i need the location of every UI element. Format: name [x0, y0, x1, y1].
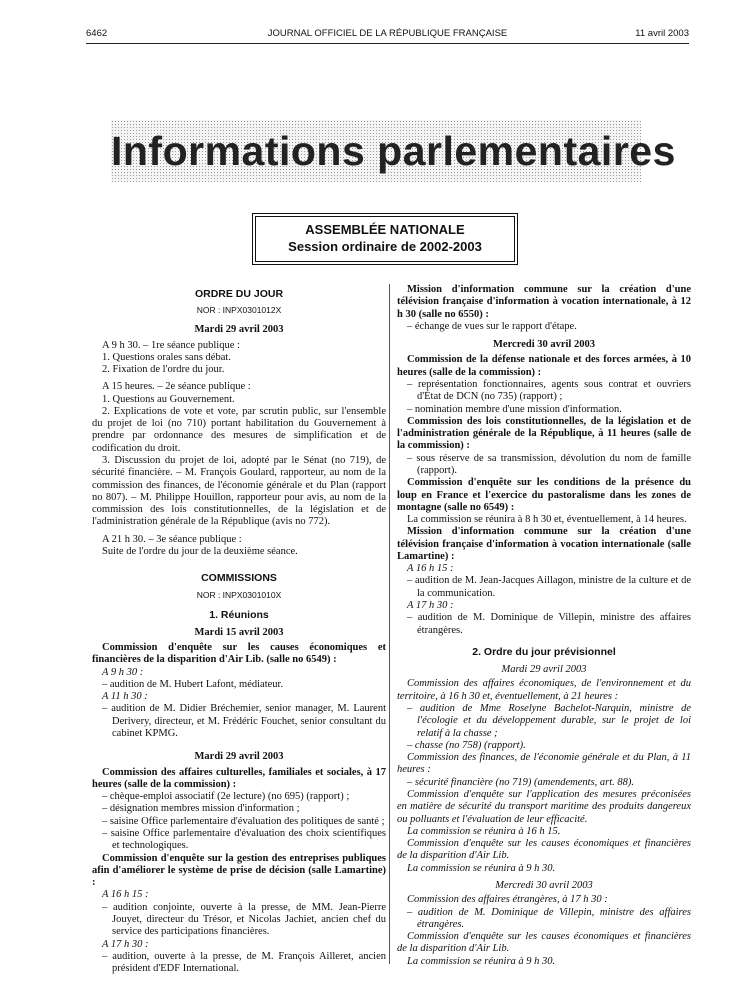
seance-line: A 9 h 30. – 1re séance publique :	[102, 339, 240, 351]
time-line: A 16 h 15 :	[407, 563, 454, 575]
commission-title: Commission d'enquête sur les causes économiques et financières de la disparition d'Air Lib.	[397, 931, 691, 955]
commission-title: Commission des finances, de l'économie générale et du Plan, à 11 heures :	[397, 752, 691, 776]
header-rule	[86, 43, 689, 44]
commission-title: Commission des affaires étrangères, à 17 h 30 :	[407, 894, 608, 906]
assembly-name: ASSEMBLÉE NATIONALE	[305, 222, 465, 237]
session-name: Session ordinaire de 2002-2003	[288, 239, 482, 254]
reunions-title: 1. Réunions	[209, 608, 269, 621]
date-heading: Mercredi 30 avril 2003	[495, 879, 593, 891]
commission-title: Mission d'information commune sur la création d'une télévision française d'information à vocation internationale, à 12 h 30 (salle no 6550) :	[397, 284, 691, 320]
assembly-box	[255, 216, 515, 262]
previsionnel-title: 2. Ordre du jour prévisionnel	[472, 645, 616, 658]
agenda-item: 2. Fixation de l'ordre du jour.	[102, 364, 225, 376]
agenda-dash: – échange de vues sur le rapport d'étape.	[407, 320, 577, 332]
commission-title: Commission d'enquête sur les causes économiques et financières de la disparition d'Air Lib. (salle no 6549) :	[92, 642, 386, 666]
commission-title: Mission d'information commune sur la création d'une télévision française d'information à vocation internationale (salle Lamartine) :	[397, 526, 691, 562]
date-heading: Mardi 29 avril 2003	[194, 751, 284, 763]
agenda-item: 3. Discussion du projet de loi, adopté par le Sénat (no 719), de sécurité financière. – M. François Goulard, rapporteur, au nom de la commission des finances, de l'économie générale et du Plan (rapport no 807). – M. Philippe Houillon, rapporteur pour avis, au nom de la commission des lois constitutionnelles, de la législation et de l'administration générale de la République (avis no 772).	[92, 455, 386, 528]
left-column	[92, 284, 386, 975]
agenda-dash: – désignation membres mission d'information ;	[102, 803, 300, 815]
agenda-dash: – audition de Mme Roselyne Bachelot-Narquin, ministre de l'écologie et du développement durable, sur le projet de loi relatif à la chasse ;	[407, 703, 691, 739]
agenda-item: 1. Questions au Gouvernement.	[102, 393, 235, 405]
section-banner	[111, 120, 676, 182]
agenda-dash: – audition, ouverte à la presse, de M. François Ailleret, ancien président d'EDF International.	[102, 950, 386, 975]
agenda-dash: – chasse (no 758) (rapport).	[407, 739, 526, 751]
right-column	[397, 284, 691, 968]
meeting-note: La commission se réunira à 8 h 30 et, éventuellement, à 14 heures.	[407, 514, 687, 526]
agenda-dash: – nomination membre d'une mission d'information.	[407, 403, 622, 415]
agenda-dash: – saisine Office parlementaire d'évaluation des choix scientifiques et technologiques.	[102, 828, 386, 852]
agenda-dash: – saisine Office parlementaire d'évaluation des politiques de santé ;	[102, 815, 385, 827]
commission-title: Commission des affaires économiques, de l'environnement et du territoire, à 16 h 30 et, éventuellement, à 21 heures :	[397, 678, 691, 702]
seance-line: A 21 h 30. – 3e séance publique :	[102, 533, 242, 545]
banner-title: Informations parlementaires	[111, 128, 676, 174]
agenda-item: Suite de l'ordre du jour de la deuxième séance.	[102, 546, 298, 557]
agenda-item: 2. Explications de vote et vote, par scrutin public, sur l'ensemble du projet de loi (no 710) portant habilitation du Gouvernement à prendre par ordonnance des mesures de simplification et de codification du droit.	[92, 405, 386, 454]
agenda-dash: – audition de M. Dominique de Villepin, ministre des affaires étrangères.	[407, 906, 691, 930]
commission-title: Commission d'enquête sur l'application des mesures préconisées en matière de sécurité du transport maritime des produits dangereux ou polluants et l'évaluation de leur efficacité.	[397, 788, 691, 825]
time-line: A 16 h 15 :	[102, 889, 149, 901]
meeting-note: La commission se réunira à 9 h 30.	[407, 862, 556, 874]
agenda-dash: – représentation fonctionnaires, agents sous contrat et ouvriers d'État de DCN (no 735) (rapport) ;	[407, 378, 691, 403]
time-line: A 9 h 30 :	[102, 666, 144, 678]
meeting-note: La commission se réunira à 16 h 15.	[407, 825, 561, 837]
column-divider	[389, 284, 390, 964]
odj-title: ORDRE DU JOUR	[194, 288, 284, 300]
agenda-dash: – sécurité financière (no 719) (amendements, art. 88).	[407, 776, 635, 788]
agenda-item: 1. Questions orales sans débat.	[102, 351, 231, 363]
time-line: A 17 h 30 :	[102, 938, 149, 950]
time-line: A 11 h 30 :	[102, 691, 148, 703]
commission-title: Commission des lois constitutionnelles, de la législation et de l'administration générale de la République, à 11 heures (salle de la commission) :	[397, 415, 691, 452]
commission-title: Commission de la défense nationale et des forces armées, à 10 heures (salle de la commission) :	[397, 354, 691, 378]
running-header	[86, 28, 689, 42]
meeting-note: La commission se réunira à 9 h 30.	[407, 955, 556, 967]
journal-title: JOURNAL OFFICIEL DE LA RÉPUBLIQUE FRANÇAISE	[267, 28, 508, 39]
page-number: 6462	[86, 28, 108, 39]
date-heading: Mercredi 30 avril 2003	[493, 339, 595, 351]
agenda-dash: – sous réserve de sa transmission, dévolution du nom de famille (rapport).	[407, 452, 691, 476]
date-heading: Mardi 15 avril 2003	[194, 626, 284, 638]
time-line: A 17 h 30 :	[407, 600, 454, 612]
odj-nor: NOR : INPX0301012X	[196, 305, 282, 316]
commission-title: Commission d'enquête sur les conditions de la présence du loup en France et l'exercice du pastoralisme dans les zones de montagne (salle no 6549) :	[397, 477, 691, 513]
commissions-nor: NOR : INPX0301010X	[196, 589, 282, 600]
agenda-dash: – audition de M. Hubert Lafont, médiateur.	[102, 678, 284, 690]
issue-date: 11 avril 2003	[635, 28, 689, 39]
date-heading: Mardi 29 avril 2003	[501, 664, 587, 676]
agenda-dash: – audition de M. Jean-Jacques Aillagon, ministre de la culture et de la communication.	[407, 575, 691, 599]
agenda-dash: – audition conjointe, ouverte à la presse, de MM. Jean-Pierre Jouyet, directeur du Trésor, et Nicolas Jachiet, ancien chef du service des participations financières.	[102, 901, 386, 938]
agenda-dash: – chèque-emploi associatif (2e lecture) (no 695) (rapport) ;	[102, 791, 350, 803]
commissions-title: COMMISSIONS	[201, 572, 277, 585]
seance-line: A 15 heures. – 2e séance publique :	[102, 381, 251, 393]
agenda-dash: – audition de M. Didier Bréchemier, senior manager, M. Laurent Derivery, directeur, et M. Frédéric Fouchet, senior consultant du cabinet KPMG.	[102, 703, 386, 740]
date-heading: Mardi 29 avril 2003	[194, 324, 284, 336]
commission-title: Commission d'enquête sur la gestion des entreprises publiques afin d'améliorer le système de prise de décision (salle Lamartine) :	[92, 852, 386, 889]
commission-title: Commission d'enquête sur les causes économiques et financières de la disparition d'Air Lib.	[397, 838, 691, 862]
agenda-dash: – audition de M. Dominique de Villepin, ministre des affaires étrangères.	[407, 612, 691, 636]
commission-title: Commission des affaires culturelles, familiales et sociales, à 17 heures (salle de la commission) :	[92, 766, 386, 790]
